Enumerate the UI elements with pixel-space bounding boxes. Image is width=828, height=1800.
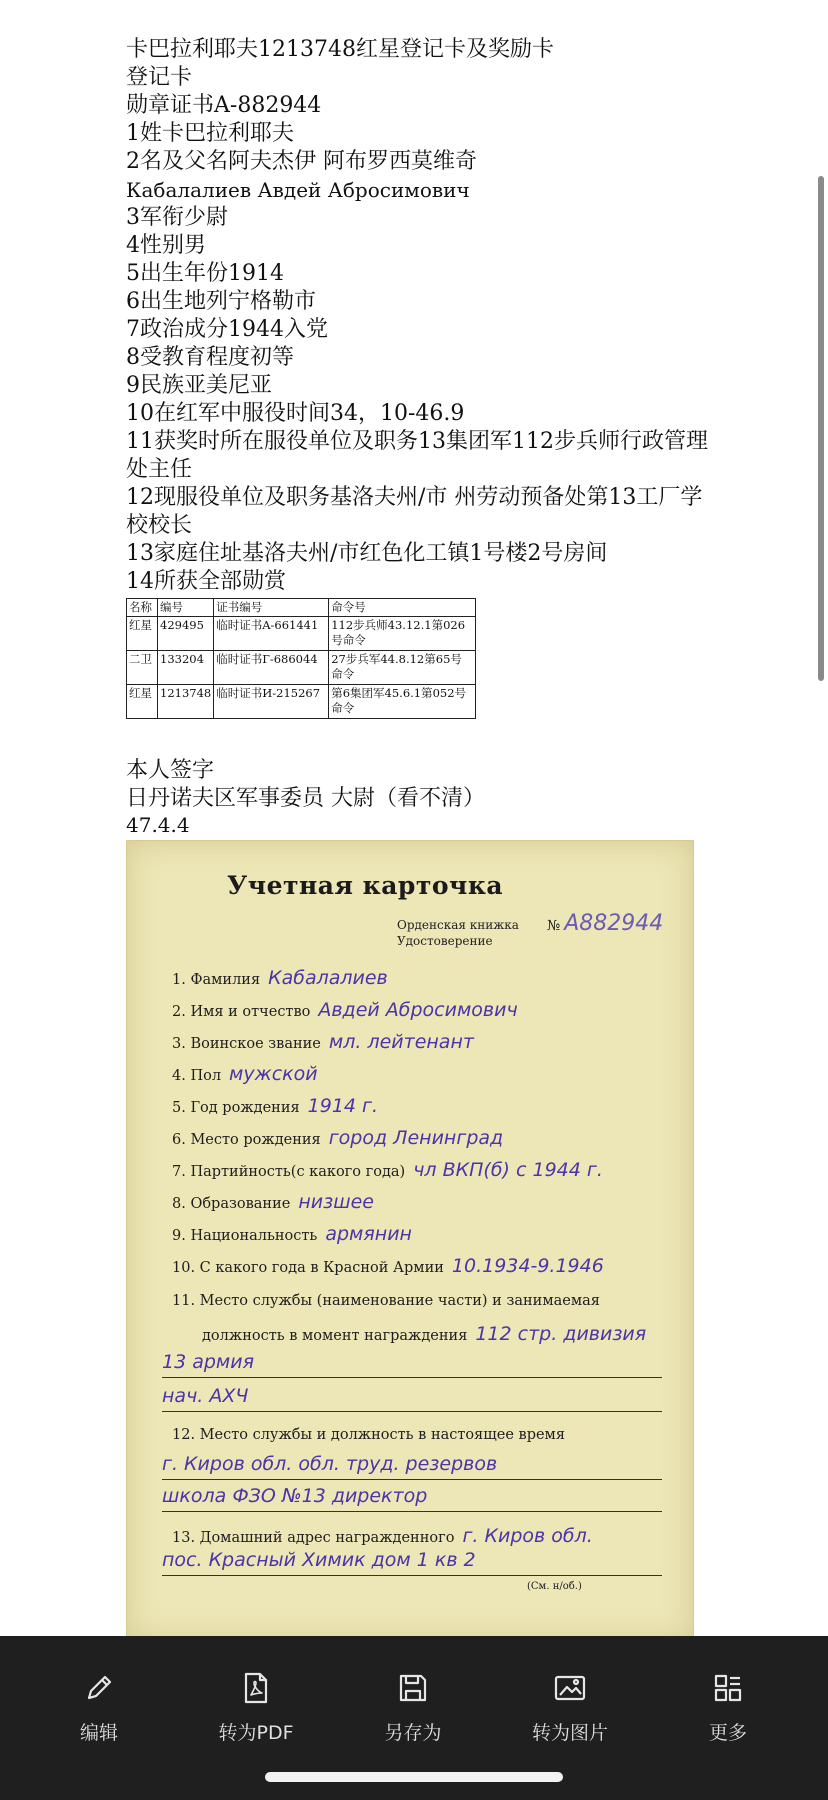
edit-button[interactable] [39, 1670, 159, 1745]
more-grid-icon [710, 1670, 746, 1706]
card-row [172, 1293, 672, 1309]
card-row [202, 1323, 694, 1345]
pencil-icon [81, 1670, 117, 1706]
card-row-label: 5. Год рождения [172, 1100, 300, 1116]
table-cell: 112步兵师43.12.1第026号命令 [329, 617, 476, 651]
table-cell: 临时证书A-661441 [214, 617, 329, 651]
doc-line: 2名及父名阿夫杰伊 阿布罗西莫维奇 [126, 149, 477, 174]
table-cell: 红星 [127, 617, 158, 651]
doc-line: 3军衔少尉 [126, 205, 228, 230]
card-row [172, 1063, 672, 1085]
table-cell: 二卫 [127, 651, 158, 685]
table-cell: 第6集团军45.6.1第052号命令 [329, 685, 476, 719]
card-row-value: мужской [229, 1063, 318, 1085]
card-subtitle [397, 917, 519, 949]
edit-label: 编辑 [79, 1722, 118, 1744]
card-row-label: 4. Пол [172, 1068, 222, 1084]
card-row-value: армянин [325, 1223, 412, 1245]
card-row-value: город Ленинград [328, 1127, 504, 1149]
card-title: Учетная карточка [227, 871, 504, 900]
card-row-value: Авдей Абросимович [318, 999, 518, 1021]
card-row-value: 1914 г. [307, 1095, 379, 1117]
card-footnote: (См. н/об.) [527, 1581, 582, 1592]
card-row [172, 967, 672, 989]
number-sign: № [547, 918, 561, 934]
table-header-cell: 名称 [127, 599, 158, 617]
scrollbar[interactable] [818, 176, 824, 681]
card-handwritten-line: г. Киров обл. обл. труд. резервов [162, 1453, 662, 1480]
doc-line: 11获奖时所在服役单位及职务13集团军112步兵师行政管理处主任 [126, 429, 708, 482]
card-row-label: 7. Партийность(с какого года) [172, 1164, 406, 1180]
doc-line: 9民族亚美尼亚 [126, 373, 272, 398]
card-row [172, 1223, 672, 1245]
card-row [172, 1255, 672, 1277]
card-row [172, 999, 672, 1021]
home-indicator[interactable] [265, 1772, 563, 1782]
card-row [172, 1159, 672, 1181]
card-handwritten-line: пос. Красный Химик дом 1 кв 2 [162, 1549, 662, 1576]
card-row [172, 1095, 672, 1117]
card-row [172, 1525, 672, 1547]
card-row-value: 10.1934-9.1946 [451, 1255, 604, 1277]
doc-line: 登记卡 [126, 65, 193, 90]
card-number-value: А882944 [564, 911, 664, 936]
card-handwritten-line: школа ФЗО №13 директор [162, 1485, 662, 1512]
card-row-value: мл. лейтенант [328, 1031, 474, 1053]
card-row-label: 1. Фамилия [172, 972, 261, 988]
table-header-cell: 证书编号 [214, 599, 329, 617]
card-handwritten-line: нач. АХЧ [162, 1385, 662, 1412]
card-number [547, 911, 663, 936]
doc-line: 本人签字 [126, 758, 215, 783]
convert-to-image-label: 转为图片 [531, 1722, 608, 1744]
card-row-label: 13. Домашний адрес награжденного [172, 1530, 455, 1546]
doc-title: 卡巴拉利耶夫1213748红星登记卡及奖励卡 [126, 37, 554, 62]
convert-to-pdf-label: 转为PDF [218, 1722, 294, 1744]
doc-line: 1姓卡巴拉利耶夫 [126, 121, 294, 146]
card-handwritten-line: 13 армия [162, 1351, 662, 1378]
doc-line: 12现服役单位及职务基洛夫州/市 州劳动预备处第13工厂学校校长 [126, 485, 703, 538]
doc-date: 47.4.4 [126, 813, 190, 837]
doc-line: 勋章证书A-882944 [126, 93, 322, 118]
doc-line: 14所获全部勋赏 [126, 569, 286, 594]
card-row-label: 11. Место службы (наименование части) и занимаемая [172, 1293, 600, 1309]
table-cell: 27步兵军44.8.12第65号命令 [329, 651, 476, 685]
card-row-value: Кабалалиев [268, 967, 388, 989]
card-row-label: 6. Место рождения [172, 1132, 321, 1148]
card-row-value: низшее [298, 1191, 374, 1213]
card-row [172, 1031, 672, 1053]
save-as-button[interactable] [353, 1670, 473, 1745]
doc-line: 6出生地列宁格勒市 [126, 289, 316, 314]
doc-line: 7政治成分1944入党 [126, 317, 328, 342]
card-row-label: 12. Место службы и должность в настоящее время [172, 1427, 565, 1443]
table-cell: 1213748 [158, 685, 214, 719]
doc-line: 8受教育程度初等 [126, 345, 294, 370]
table-header-row [127, 599, 476, 617]
table-row [127, 617, 476, 651]
card-row [172, 1127, 672, 1149]
more-label: 更多 [708, 1722, 747, 1744]
convert-to-pdf-button[interactable] [196, 1670, 316, 1745]
card-row [172, 1427, 672, 1443]
table-cell: 133204 [158, 651, 214, 685]
document-text [126, 36, 726, 837]
table-cell: 429495 [158, 617, 214, 651]
card-row-label: 9. Национальность [172, 1228, 318, 1244]
table-cell: 红星 [127, 685, 158, 719]
card-row-label: 3. Воинское звание [172, 1036, 321, 1052]
card-sub-line: Удостоверение [397, 934, 493, 948]
card-row-label: должность в момент награждения [202, 1328, 468, 1344]
card-row-label: 2. Имя и отчество [172, 1004, 311, 1020]
table-row [127, 685, 476, 719]
doc-line: 10在红军中服役时间34，10-46.9 [126, 401, 465, 426]
doc-line: 13家庭住址基洛夫州/市红色化工镇1号楼2号房间 [126, 541, 608, 566]
doc-line: 5出生年份1914 [126, 261, 284, 286]
table-header-cell: 命令号 [329, 599, 476, 617]
more-button[interactable] [668, 1670, 788, 1745]
table-header-cell: 编号 [158, 599, 214, 617]
table-cell: 临时证书Г-686044 [214, 651, 329, 685]
doc-line: 4性别男 [126, 233, 206, 258]
card-sub-line: Орденская книжка [397, 918, 519, 932]
doc-line: 日丹诺夫区军事委员 大尉（看不清） [126, 786, 485, 811]
table-row [127, 651, 476, 685]
scanned-record-card [126, 840, 694, 1642]
table-cell: 临时证书И-215267 [214, 685, 329, 719]
doc-line-russian-name: Кабалалиев Авдей Абросимович [126, 178, 470, 202]
card-row-value: 112 стр. дивизия [475, 1323, 647, 1345]
card-row-value: чл ВКП(б) с 1944 г. [413, 1159, 603, 1181]
awards-table [126, 598, 476, 719]
save-icon [395, 1670, 431, 1706]
convert-to-image-button[interactable] [510, 1670, 630, 1745]
signature-block [126, 757, 726, 837]
card-row-value: г. Киров обл. [462, 1525, 593, 1547]
card-row-label: 10. С какого года в Красной Армии [172, 1260, 444, 1276]
card-row [172, 1191, 672, 1213]
save-as-label: 另存为 [384, 1722, 442, 1744]
image-icon [552, 1670, 588, 1706]
card-row-label: 8. Образование [172, 1196, 291, 1212]
pdf-icon [238, 1670, 274, 1706]
